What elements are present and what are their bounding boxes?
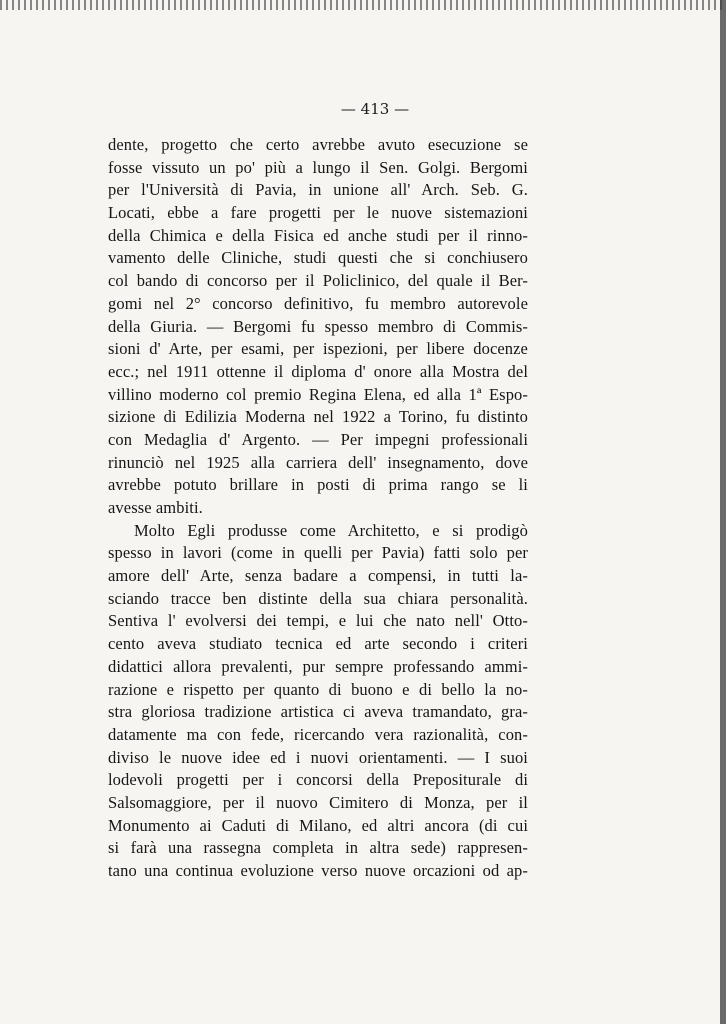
body-text	[108, 134, 528, 883]
text-line: cento aveva studiato tecnica ed arte secondo i criteri	[108, 634, 528, 654]
right-edge-artifact	[720, 0, 726, 1024]
text-line: dente, progetto che certo avrebbe avuto esecuzione se	[108, 135, 528, 154]
page-number: — 413 —	[340, 100, 410, 118]
text-line: sciando tracce ben distinte della sua chiara personalità.	[108, 588, 528, 608]
text-line: con Medaglia d' Argento. — Per impegni professionali	[108, 429, 528, 449]
text-line: avesse ambiti.	[108, 498, 203, 517]
text-line: spesso in lavori (come in quelli per Pavia) fatti solo per	[108, 543, 528, 563]
text-line: Sentiva l' evolversi dei tempi, e lui che nato nell' Otto-	[108, 611, 528, 631]
text-line: Locati, ebbe a fare progetti per le nuove sistemazioni	[108, 203, 528, 223]
text-line: per l'Università di Pavia, in unione all' Arch. Seb. G.	[108, 180, 528, 200]
paragraph-2	[108, 520, 528, 883]
paragraph-1	[108, 134, 528, 520]
text-line: gomi nel 2° concorso definitivo, fu membro autorevole	[108, 293, 528, 313]
text-line: amore dell' Arte, senza badare a compensi, in tutti la-	[108, 566, 528, 586]
text-line: vamento delle Cliniche, studi questi che si conchiusero	[108, 248, 528, 268]
text-line: razione e rispetto per quanto di buono e di bello la no-	[108, 679, 528, 699]
text-line: lodevoli progetti per i concorsi della Prepositurale di	[108, 770, 528, 790]
text-line: fosse vissuto un po' più a lungo il Sen. Golgi. Bergomi	[108, 157, 528, 177]
text-line: ecc.; nel 1911 ottenne il diploma d' onore alla Mostra del	[108, 361, 528, 381]
text-line: villino moderno col premio Regina Elena, ed alla 1ª Espo-	[108, 384, 528, 404]
top-edge-artifact	[0, 0, 726, 10]
text-line: diviso le nuove idee ed i nuovi orientamenti. — I suoi	[108, 747, 528, 767]
text-line: tano una continua evoluzione verso nuove orcazioni od ap-	[108, 861, 528, 880]
text-line: sizione di Edilizia Moderna nel 1922 a Torino, fu distinto	[108, 407, 528, 427]
text-line: didattici allora prevalenti, pur sempre professando ammi-	[108, 656, 528, 676]
text-line: Monumento ai Caduti di Milano, ed altri ancora (di cui	[108, 815, 528, 835]
text-line: della Chimica e della Fisica ed anche studi per il rinno-	[108, 225, 528, 245]
text-line: col bando di concorso per il Policlinico, del quale il Ber-	[108, 271, 528, 291]
text-line: Molto Egli produsse come Architetto, e si prodigò	[134, 520, 528, 540]
text-line: rinunciò nel 1925 alla carriera dell' insegnamento, dove	[108, 452, 528, 472]
text-line: si farà una rassegna completa in altra sede) rappresen-	[108, 838, 528, 858]
text-line: avrebbe potuto brillare in posti di prima rango se li	[108, 475, 528, 495]
text-line: datamente ma con fede, ricercando vera razionalità, con-	[108, 724, 528, 744]
text-line: della Giuria. — Bergomi fu spesso membro di Commis-	[108, 316, 528, 336]
text-line: sioni d' Arte, per esami, per ispezioni, per libere docenze	[108, 339, 528, 359]
text-line: stra gloriosa tradizione artistica ci aveva tramandato, gra-	[108, 702, 528, 722]
text-line: Salsomaggiore, per il nuovo Cimitero di Monza, per il	[108, 792, 528, 812]
